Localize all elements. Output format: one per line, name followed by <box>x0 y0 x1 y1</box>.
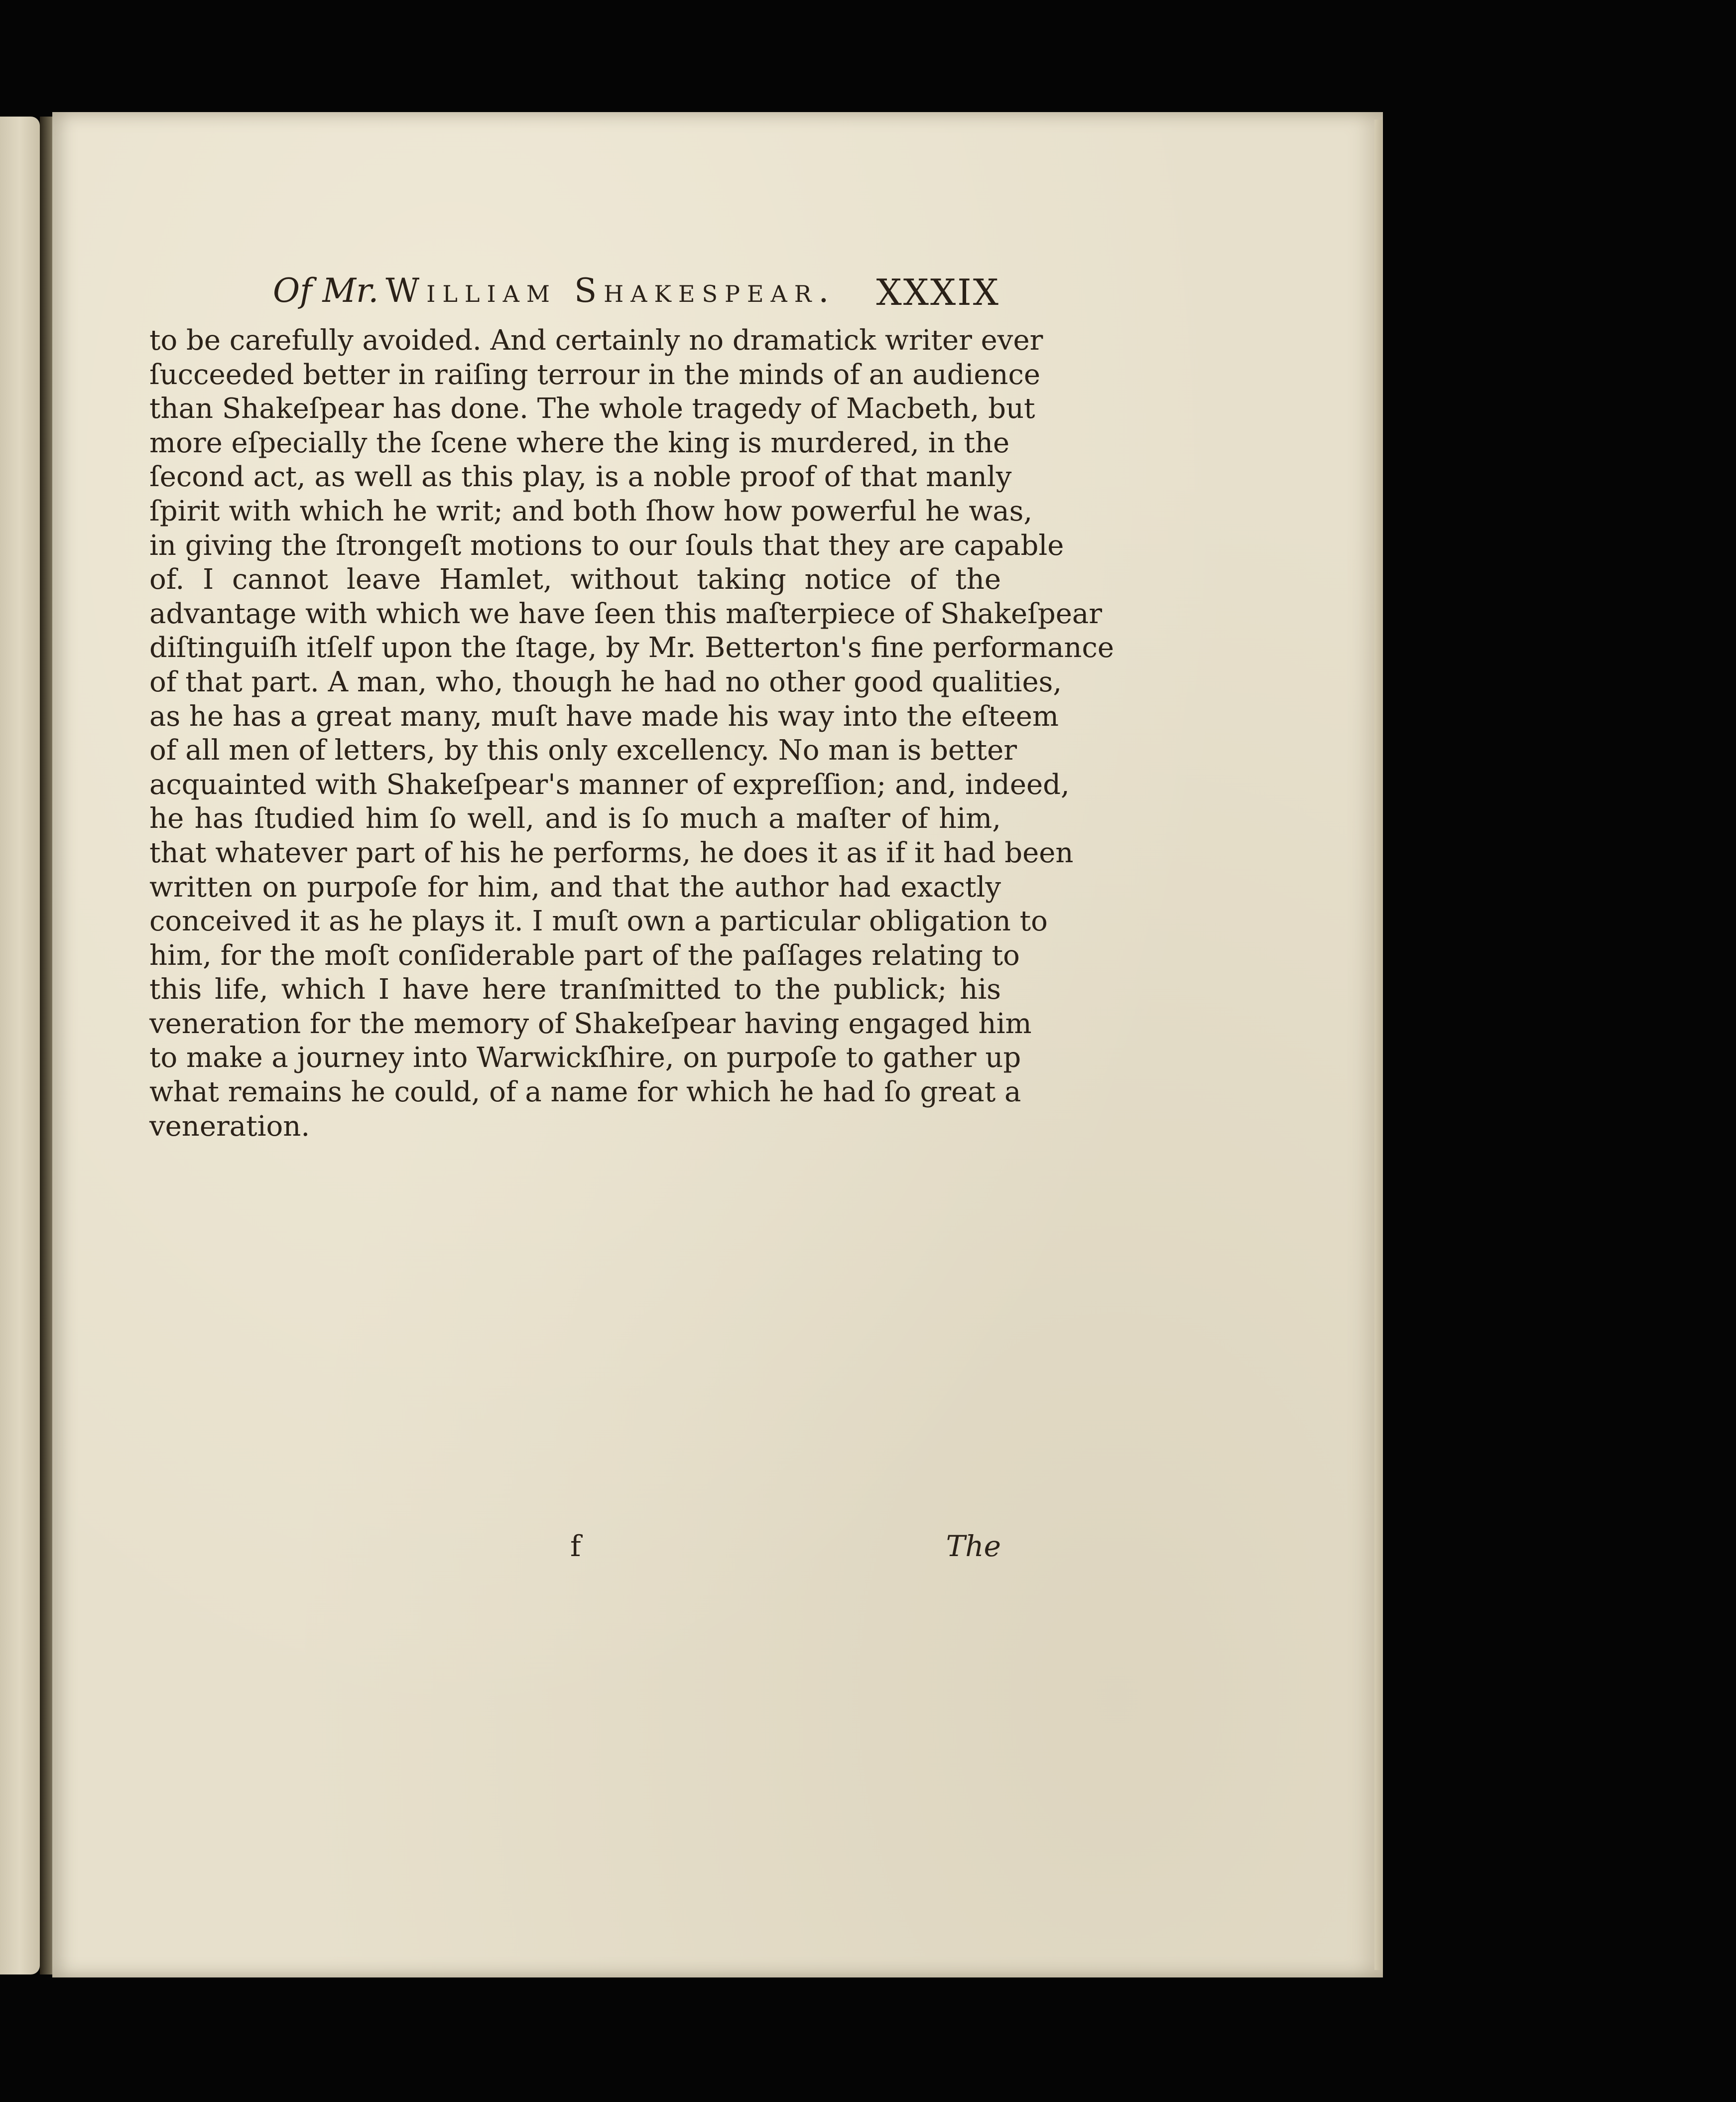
text-line: written on purpoſe for him, and that the author had exactly <box>149 871 1001 904</box>
text-line: as he has a great many, muſt have made his way into the eſteem <box>149 700 1059 733</box>
text-line: than Shakeſpear has done. The whole tragedy of Macbeth, but <box>149 393 1035 425</box>
text-line: ſecond act, as well as this play, is a noble proof of that manly <box>149 461 1012 494</box>
signature-mark: f <box>570 1529 581 1563</box>
text-line: diſtinguiſh itſelf upon the ſtage, by Mr. Betterton's fine performance <box>149 632 1114 664</box>
text-line: veneration for the memory of Shakeſpear having engaged him <box>149 1007 1032 1040</box>
running-head-name: William Shakespear. <box>385 271 836 310</box>
catchword: The <box>946 1529 1001 1563</box>
page-fore-edge <box>1374 120 1382 1970</box>
text-line: to be carefully avoided. And certainly no dramatick writer ever <box>149 324 1043 357</box>
text-line: in giving the ſtrongeſt motions to our ſouls that they are capable <box>149 529 1064 562</box>
text-line: conceived it as he plays it. I muſt own a particular obligation to <box>149 905 1048 938</box>
running-head <box>273 271 1010 316</box>
text-line: acquainted with Shakeſpear's manner of expreſſion; and, indeed, <box>149 768 1070 801</box>
text-line: that whatever part of his he performs, he does it as if it had been <box>149 836 1074 869</box>
text-line: of all men of letters, by this only excellency. No man is better <box>149 734 1017 767</box>
page-number: XXXIX <box>876 271 1000 313</box>
page-footer <box>149 1529 1001 1574</box>
text-line: advantage with which we have ſeen this maſterpiece of Shakeſpear <box>149 597 1102 630</box>
text-line: what remains he could, of a name for which he had ſo great a <box>149 1076 1021 1109</box>
text-line: to make a journey into Warwickſhire, on purpoſe to gather up <box>149 1042 1021 1074</box>
text-line: ſucceeded better in raiſing terrour in the minds of an audience <box>149 358 1041 391</box>
text-line: of. I cannot leave Hamlet, without taking notice of the <box>149 563 1001 596</box>
text-line: more eſpecially the ſcene where the king is murdered, in the <box>149 426 1010 459</box>
facing-page-edge <box>0 117 40 1974</box>
text-line: veneration. <box>149 1110 310 1143</box>
body-text <box>149 324 1114 1144</box>
running-head-title <box>273 271 836 310</box>
text-line: of that part. A man, who, though he had no other good qualities, <box>149 665 1062 698</box>
text-line: this life, which I have here tranſmitted to the publick; his <box>149 973 1001 1006</box>
running-head-prefix: Of Mr. <box>273 271 379 310</box>
text-line: him, for the moſt conſiderable part of the paſſages relating to <box>149 939 1020 972</box>
text-line: he has ſtudied him ſo well, and is ſo much a maſter of him, <box>149 802 1001 835</box>
text-line: ſpirit with which he writ; and both ſhow how powerful he was, <box>149 495 1033 527</box>
